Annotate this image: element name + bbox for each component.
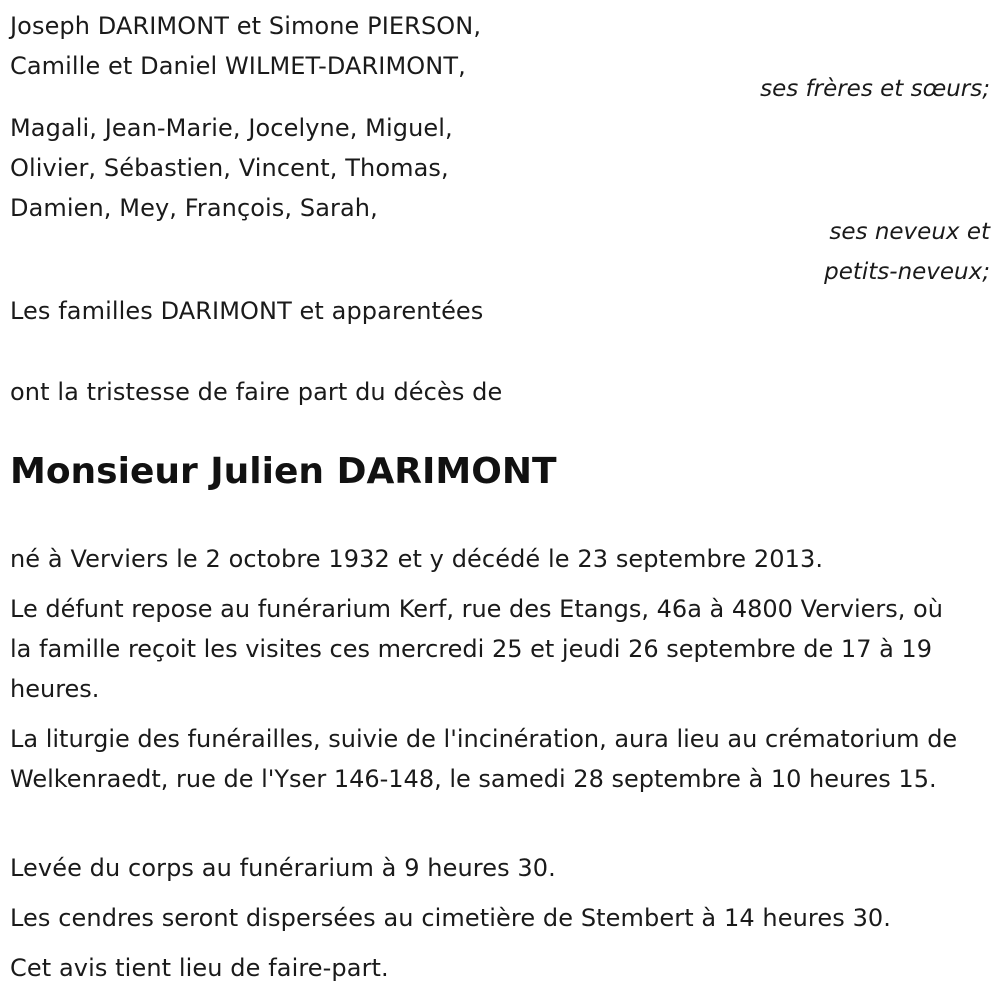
announcement-intro: ont la tristesse de faire part du décès de [10, 378, 503, 406]
nephews-line-1: Magali, Jean-Marie, Jocelyne, Miguel, [10, 114, 453, 142]
closing-line: Cet avis tient lieu de faire-part. [10, 954, 389, 982]
siblings-role: ses frères et sœurs; [760, 76, 990, 102]
levee-line: Levée du corps au funérarium à 9 heures 30. [10, 854, 556, 882]
sibling-line-1: Joseph DARIMONT et Simone PIERSON, [10, 12, 482, 40]
nephews-role-line-2: petits-neveux; [824, 259, 990, 285]
sibling-line-2: Camille et Daniel WILMET-DARIMONT, [10, 52, 466, 80]
birth-death-line: né à Verviers le 2 octobre 1932 et y décédé le 23 septembre 2013. [10, 545, 824, 573]
liturgy-paragraph: La liturgie des funérailles, suivie de l'incinération, aura lieu au crématorium de Welkenraedt, rue de l'Yser 146-148, le samedi 28 septembre à 10 heures 15. [10, 725, 958, 793]
deceased-name: Monsieur Julien DARIMONT [10, 451, 557, 492]
nephews-line-3: Damien, Mey, François, Sarah, [10, 194, 378, 222]
families-line: Les familles DARIMONT et apparentées [10, 297, 484, 325]
nephews-line-2: Olivier, Sébastien, Vincent, Thomas, [10, 154, 449, 182]
repose-paragraph: Le défunt repose au funérarium Kerf, rue des Etangs, 46a à 4800 Verviers, où la famille reçoit les visites ces mercredi 25 et jeudi 26 septembre de 17 à 19 heures. [10, 595, 943, 703]
ashes-line: Les cendres seront dispersées au cimetière de Stembert à 14 heures 30. [10, 904, 892, 932]
nephews-role-line-1: ses neveux et [829, 219, 990, 245]
